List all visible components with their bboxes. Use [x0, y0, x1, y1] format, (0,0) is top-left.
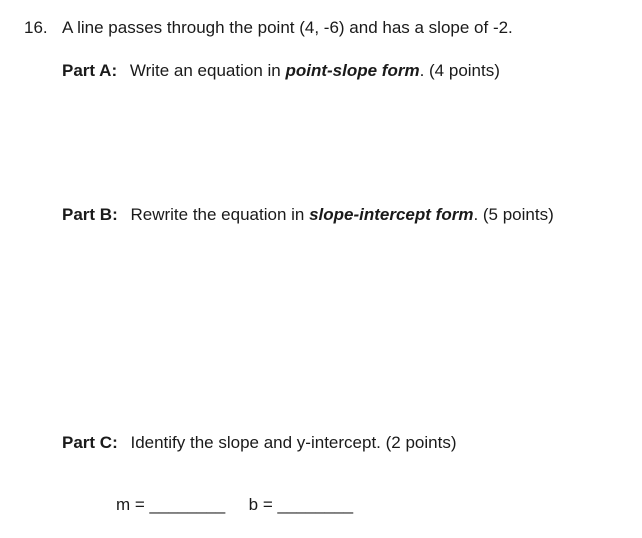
slope-label: m = — [116, 495, 145, 514]
intercept-blank: ________ — [277, 495, 354, 514]
part-a-prefix: Write an equation in — [129, 61, 286, 80]
part-a-emphasis: point-slope form — [285, 61, 420, 80]
part-b-suffix: . (5 points) — [473, 205, 554, 224]
intercept-label: b = — [248, 495, 273, 514]
part-c — [62, 433, 456, 453]
part-b-emphasis: slope-intercept form — [309, 205, 474, 224]
part-c-text: Identify the slope and y-intercept. (2 points) — [130, 433, 457, 452]
question-number: 16. — [24, 18, 48, 37]
part-c-label: Part C: — [62, 433, 118, 452]
part-b — [62, 205, 554, 225]
slope-blank: ________ — [149, 495, 226, 514]
part-a-label: Part A: — [62, 61, 118, 80]
part-b-label: Part B: — [62, 205, 118, 224]
question-text: A line passes through the point (4, -6) and has a slope of -2. — [62, 18, 513, 37]
answer-blanks — [116, 495, 353, 515]
part-a — [62, 61, 500, 81]
part-b-prefix: Rewrite the equation in — [130, 205, 310, 224]
part-a-suffix: . (4 points) — [419, 61, 500, 80]
